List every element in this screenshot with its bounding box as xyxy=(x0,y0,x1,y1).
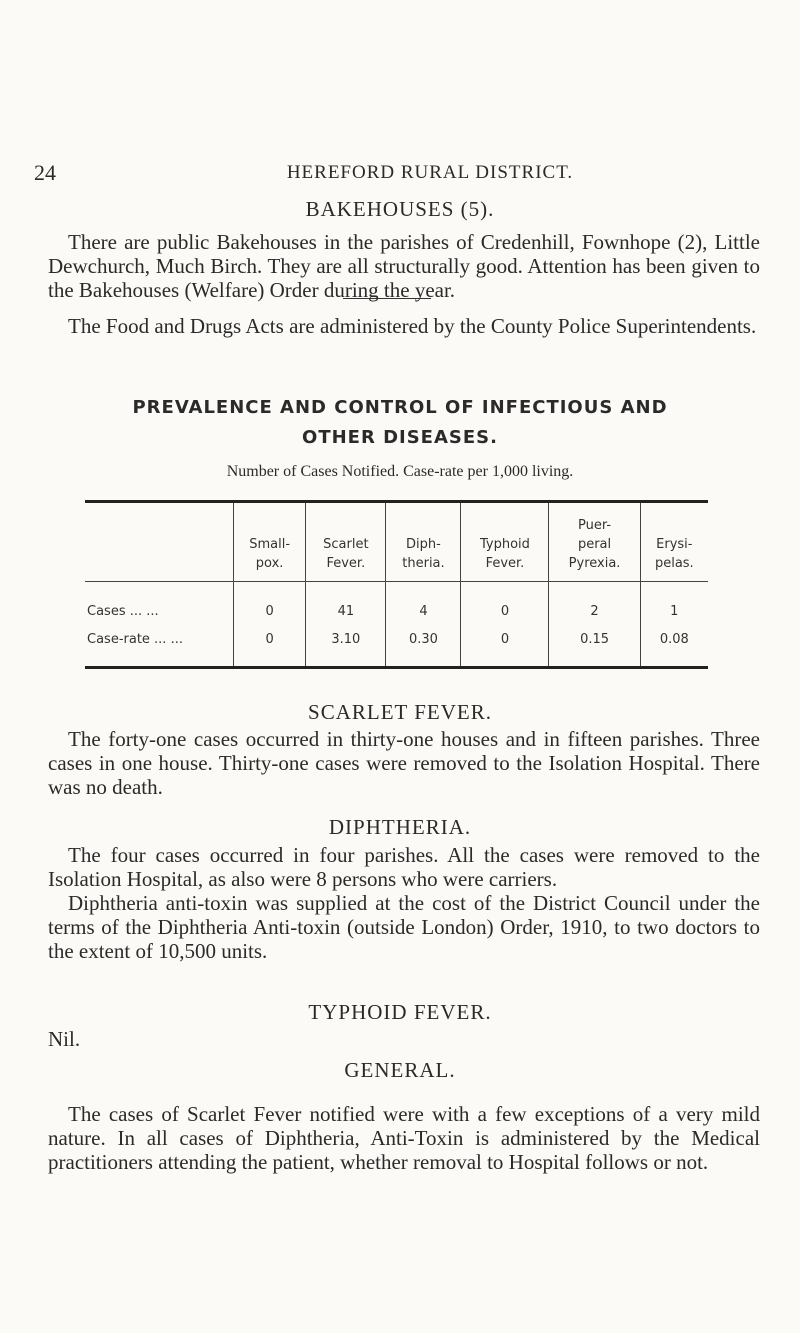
page-number: 24 xyxy=(34,160,56,185)
table-cell: 41 xyxy=(306,582,386,624)
diphtheria-text-1: The four cases occurred in four parishes. All the cases were removed to the Isolation Hospital, as also were 8 persons who were carriers. xyxy=(48,843,760,891)
prevalence-title-line2: OTHER DISEASES. xyxy=(302,427,498,448)
table-cell: 0 xyxy=(461,623,549,668)
general-heading: GENERAL. xyxy=(344,1058,456,1082)
column-header: Small- pox. xyxy=(234,502,306,582)
column-header: Puer- peral Pyrexia. xyxy=(549,502,640,582)
table-cell: 0 xyxy=(234,623,306,668)
disease-table xyxy=(85,500,708,669)
diphtheria-text-2: Diphtheria anti-toxin was supplied at the cost of the District Council under the terms of the Diphtheria Anti-toxin (outside London) Order, 1910, to two doctors to the extent of 10,500 units. xyxy=(48,891,760,963)
column-header: Typhoid Fever. xyxy=(461,502,549,582)
table-cell: 3.10 xyxy=(306,623,386,668)
running-head: HEREFORD RURAL DISTRICT. xyxy=(286,162,574,183)
table-cell: 0.08 xyxy=(640,623,708,668)
table-row xyxy=(85,582,708,624)
diphtheria-heading: DIPHTHERIA. xyxy=(328,815,472,839)
bakehouses-heading: BAKEHOUSES (5). xyxy=(305,197,495,221)
section-divider xyxy=(343,298,431,299)
table-cell: 4 xyxy=(386,582,461,624)
prevalence-title xyxy=(0,393,800,453)
scarlet-fever-text: The forty-one cases occurred in thirty-one houses and in fifteen parishes. Three cases in one house. Thirty-one cases were removed to the Isolation Hospital. There was no death. xyxy=(48,727,760,799)
prevalence-title-line1: PREVALENCE AND CONTROL OF INFECTIOUS AND xyxy=(132,397,668,418)
food-drugs-paragraph xyxy=(48,314,760,338)
diphtheria-paragraph xyxy=(48,843,760,963)
column-header: Erysi- pelas. xyxy=(640,502,708,582)
food-drugs-text: The Food and Drugs Acts are administered by the County Police Superintendents. xyxy=(68,314,757,338)
general-text: The cases of Scarlet Fever notified were with a few exceptions of a very mild nature. In all cases of Diphtheria, Anti-Toxin is administered by the Medical practitioners attending the patient, whether removal to Hospital follows or not. xyxy=(48,1102,760,1174)
bakehouses-text: There are public Bakehouses in the parishes of Credenhill, Fownhope (2), Little Dewchurch, Much Birch. They are all structurally good. Attention has been given to the Bakehouses (Welfare) Order during the year. xyxy=(48,230,760,302)
table-cell: 1 xyxy=(640,582,708,624)
general-paragraph xyxy=(48,1102,760,1174)
bakehouses-paragraph xyxy=(48,230,760,302)
table-cell: 0.15 xyxy=(549,623,640,668)
table-caption: Number of Cases Notified. Case-rate per 1,000 living. xyxy=(226,463,574,480)
typhoid-heading: TYPHOID FEVER. xyxy=(308,1000,492,1024)
scarlet-fever-heading: SCARLET FEVER. xyxy=(308,700,492,724)
table-cell: 0 xyxy=(234,582,306,624)
column-header: Scarlet Fever. xyxy=(306,502,386,582)
column-header: Diph- theria. xyxy=(386,502,461,582)
row-label: Case-rate ... ... xyxy=(87,631,183,647)
scarlet-fever-paragraph xyxy=(48,727,760,799)
table-cell: 0 xyxy=(461,582,549,624)
typhoid-text: Nil. xyxy=(48,1027,81,1051)
header-blank xyxy=(85,502,234,582)
table-row xyxy=(85,623,708,668)
table-cell: 0.30 xyxy=(386,623,461,668)
table-header-row xyxy=(85,502,708,582)
table-cell: 2 xyxy=(549,582,640,624)
row-label: Cases ... ... xyxy=(87,603,159,619)
